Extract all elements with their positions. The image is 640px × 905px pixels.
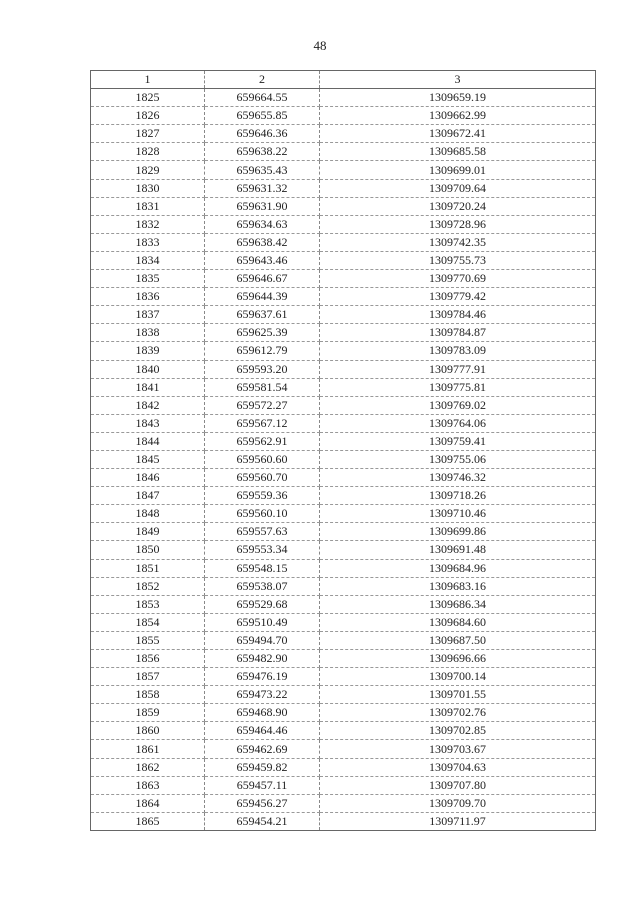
y-coordinate-cell: 1309686.34 (320, 595, 596, 613)
column-header-2: 2 (205, 71, 320, 89)
y-coordinate-cell: 1309709.64 (320, 179, 596, 197)
table-body (91, 89, 596, 831)
point-number-cell: 1825 (91, 89, 205, 107)
y-coordinate-cell: 1309683.16 (320, 577, 596, 595)
x-coordinate-cell: 659454.21 (205, 812, 320, 830)
table-row (91, 794, 596, 812)
table-row (91, 487, 596, 505)
table-row (91, 396, 596, 414)
table-row (91, 541, 596, 559)
point-number-cell: 1842 (91, 396, 205, 414)
table-row (91, 306, 596, 324)
table-row (91, 613, 596, 631)
table-row (91, 668, 596, 686)
x-coordinate-cell: 659560.70 (205, 469, 320, 487)
point-number-cell: 1850 (91, 541, 205, 559)
table-row (91, 378, 596, 396)
x-coordinate-cell: 659572.27 (205, 396, 320, 414)
y-coordinate-cell: 1309704.63 (320, 758, 596, 776)
x-coordinate-cell: 659560.10 (205, 505, 320, 523)
y-coordinate-cell: 1309703.67 (320, 740, 596, 758)
point-number-cell: 1848 (91, 505, 205, 523)
y-coordinate-cell: 1309685.58 (320, 143, 596, 161)
point-number-cell: 1855 (91, 631, 205, 649)
y-coordinate-cell: 1309746.32 (320, 469, 596, 487)
y-coordinate-cell: 1309684.96 (320, 559, 596, 577)
x-coordinate-cell: 659562.91 (205, 432, 320, 450)
point-number-cell: 1860 (91, 722, 205, 740)
table-row (91, 469, 596, 487)
y-coordinate-cell: 1309777.91 (320, 360, 596, 378)
x-coordinate-cell: 659464.46 (205, 722, 320, 740)
table-row (91, 324, 596, 342)
point-number-cell: 1844 (91, 432, 205, 450)
point-number-cell: 1838 (91, 324, 205, 342)
point-number-cell: 1843 (91, 414, 205, 432)
table-row (91, 179, 596, 197)
x-coordinate-cell: 659476.19 (205, 668, 320, 686)
point-number-cell: 1853 (91, 595, 205, 613)
point-number-cell: 1836 (91, 288, 205, 306)
x-coordinate-cell: 659644.39 (205, 288, 320, 306)
y-coordinate-cell: 1309770.69 (320, 270, 596, 288)
y-coordinate-cell: 1309764.06 (320, 414, 596, 432)
x-coordinate-cell: 659631.32 (205, 179, 320, 197)
page-number: 48 (313, 38, 327, 53)
table-row (91, 450, 596, 468)
point-number-cell: 1861 (91, 740, 205, 758)
y-coordinate-cell: 1309672.41 (320, 125, 596, 143)
table-row (91, 251, 596, 269)
x-coordinate-cell: 659482.90 (205, 650, 320, 668)
point-number-cell: 1859 (91, 704, 205, 722)
table-row (91, 215, 596, 233)
table-row (91, 288, 596, 306)
y-coordinate-cell: 1309742.35 (320, 233, 596, 251)
y-coordinate-cell: 1309691.48 (320, 541, 596, 559)
y-coordinate-cell: 1309696.66 (320, 650, 596, 668)
point-number-cell: 1851 (91, 559, 205, 577)
table-row (91, 577, 596, 595)
y-coordinate-cell: 1309784.87 (320, 324, 596, 342)
y-coordinate-cell: 1309759.41 (320, 432, 596, 450)
x-coordinate-cell: 659557.63 (205, 523, 320, 541)
table-row (91, 740, 596, 758)
y-coordinate-cell: 1309783.09 (320, 342, 596, 360)
table-row (91, 197, 596, 215)
x-coordinate-cell: 659560.60 (205, 450, 320, 468)
point-number-cell: 1863 (91, 776, 205, 794)
point-number-cell: 1839 (91, 342, 205, 360)
y-coordinate-cell: 1309699.86 (320, 523, 596, 541)
table-row (91, 776, 596, 794)
table-row (91, 722, 596, 740)
x-coordinate-cell: 659567.12 (205, 414, 320, 432)
column-header-3: 3 (320, 71, 596, 89)
table-header (91, 71, 596, 89)
point-number-cell: 1833 (91, 233, 205, 251)
x-coordinate-cell: 659473.22 (205, 686, 320, 704)
x-coordinate-cell: 659664.55 (205, 89, 320, 107)
coordinates-table (90, 70, 596, 831)
x-coordinate-cell: 659581.54 (205, 378, 320, 396)
x-coordinate-cell: 659548.15 (205, 559, 320, 577)
point-number-cell: 1858 (91, 686, 205, 704)
table-row (91, 631, 596, 649)
y-coordinate-cell: 1309775.81 (320, 378, 596, 396)
x-coordinate-cell: 659494.70 (205, 631, 320, 649)
y-coordinate-cell: 1309701.55 (320, 686, 596, 704)
table-row (91, 432, 596, 450)
point-number-cell: 1852 (91, 577, 205, 595)
point-number-cell: 1841 (91, 378, 205, 396)
point-number-cell: 1829 (91, 161, 205, 179)
point-number-cell: 1864 (91, 794, 205, 812)
y-coordinate-cell: 1309720.24 (320, 197, 596, 215)
table-row (91, 559, 596, 577)
y-coordinate-cell: 1309662.99 (320, 107, 596, 125)
x-coordinate-cell: 659634.63 (205, 215, 320, 233)
point-number-cell: 1826 (91, 107, 205, 125)
point-number-cell: 1834 (91, 251, 205, 269)
x-coordinate-cell: 659593.20 (205, 360, 320, 378)
y-coordinate-cell: 1309755.73 (320, 251, 596, 269)
point-number-cell: 1849 (91, 523, 205, 541)
table-row (91, 342, 596, 360)
x-coordinate-cell: 659553.34 (205, 541, 320, 559)
table-row (91, 758, 596, 776)
x-coordinate-cell: 659510.49 (205, 613, 320, 631)
point-number-cell: 1831 (91, 197, 205, 215)
table-row (91, 125, 596, 143)
table-row (91, 270, 596, 288)
y-coordinate-cell: 1309699.01 (320, 161, 596, 179)
point-number-cell: 1827 (91, 125, 205, 143)
table-row (91, 414, 596, 432)
point-number-cell: 1840 (91, 360, 205, 378)
x-coordinate-cell: 659637.61 (205, 306, 320, 324)
y-coordinate-cell: 1309702.85 (320, 722, 596, 740)
x-coordinate-cell: 659457.11 (205, 776, 320, 794)
point-number-cell: 1830 (91, 179, 205, 197)
header-row (91, 71, 596, 89)
point-number-cell: 1865 (91, 812, 205, 830)
x-coordinate-cell: 659529.68 (205, 595, 320, 613)
table-row (91, 89, 596, 107)
y-coordinate-cell: 1309700.14 (320, 668, 596, 686)
x-coordinate-cell: 659456.27 (205, 794, 320, 812)
x-coordinate-cell: 659538.07 (205, 577, 320, 595)
table-row (91, 233, 596, 251)
x-coordinate-cell: 659631.90 (205, 197, 320, 215)
x-coordinate-cell: 659459.82 (205, 758, 320, 776)
table-row (91, 704, 596, 722)
y-coordinate-cell: 1309718.26 (320, 487, 596, 505)
point-number-cell: 1862 (91, 758, 205, 776)
point-number-cell: 1857 (91, 668, 205, 686)
table-row (91, 505, 596, 523)
x-coordinate-cell: 659559.36 (205, 487, 320, 505)
y-coordinate-cell: 1309755.06 (320, 450, 596, 468)
point-number-cell: 1837 (91, 306, 205, 324)
y-coordinate-cell: 1309711.97 (320, 812, 596, 830)
y-coordinate-cell: 1309710.46 (320, 505, 596, 523)
table-row (91, 360, 596, 378)
x-coordinate-cell: 659638.42 (205, 233, 320, 251)
x-coordinate-cell: 659655.85 (205, 107, 320, 125)
x-coordinate-cell: 659635.43 (205, 161, 320, 179)
y-coordinate-cell: 1309784.46 (320, 306, 596, 324)
y-coordinate-cell: 1309779.42 (320, 288, 596, 306)
x-coordinate-cell: 659468.90 (205, 704, 320, 722)
table-row (91, 812, 596, 830)
table-row (91, 523, 596, 541)
table-row (91, 107, 596, 125)
point-number-cell: 1845 (91, 450, 205, 468)
x-coordinate-cell: 659646.36 (205, 125, 320, 143)
y-coordinate-cell: 1309684.60 (320, 613, 596, 631)
point-number-cell: 1847 (91, 487, 205, 505)
y-coordinate-cell: 1309709.70 (320, 794, 596, 812)
point-number-cell: 1846 (91, 469, 205, 487)
table-row (91, 686, 596, 704)
point-number-cell: 1835 (91, 270, 205, 288)
y-coordinate-cell: 1309707.80 (320, 776, 596, 794)
table-row (91, 143, 596, 161)
point-number-cell: 1828 (91, 143, 205, 161)
x-coordinate-cell: 659612.79 (205, 342, 320, 360)
x-coordinate-cell: 659643.46 (205, 251, 320, 269)
table-row (91, 161, 596, 179)
table-row (91, 595, 596, 613)
point-number-cell: 1856 (91, 650, 205, 668)
y-coordinate-cell: 1309687.50 (320, 631, 596, 649)
table-row (91, 650, 596, 668)
y-coordinate-cell: 1309659.19 (320, 89, 596, 107)
point-number-cell: 1854 (91, 613, 205, 631)
point-number-cell: 1832 (91, 215, 205, 233)
y-coordinate-cell: 1309769.02 (320, 396, 596, 414)
x-coordinate-cell: 659462.69 (205, 740, 320, 758)
x-coordinate-cell: 659646.67 (205, 270, 320, 288)
y-coordinate-cell: 1309702.76 (320, 704, 596, 722)
column-header-1: 1 (91, 71, 205, 89)
x-coordinate-cell: 659625.39 (205, 324, 320, 342)
y-coordinate-cell: 1309728.96 (320, 215, 596, 233)
x-coordinate-cell: 659638.22 (205, 143, 320, 161)
